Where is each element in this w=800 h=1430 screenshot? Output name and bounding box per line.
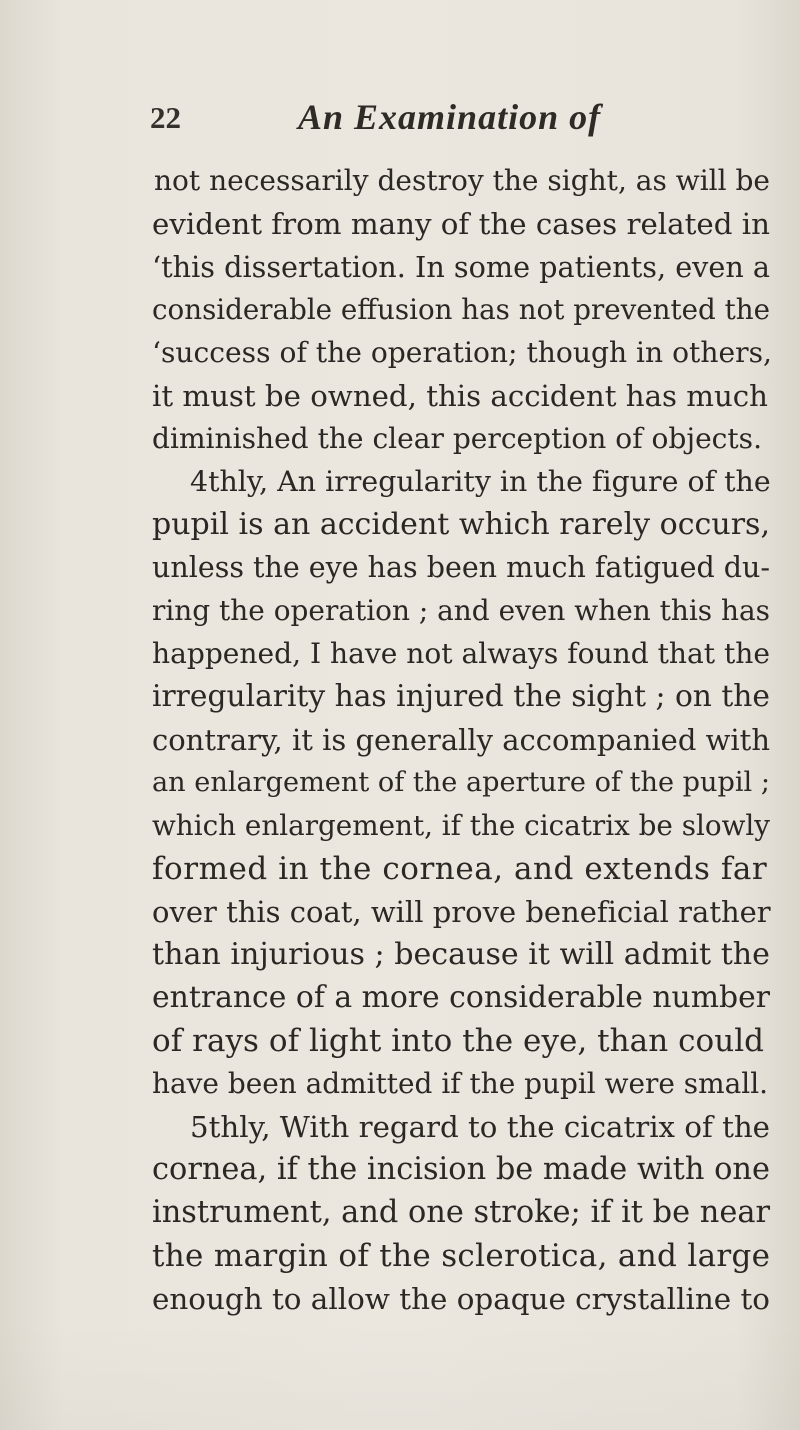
text-line: ‘success of the operation; though in others,: [152, 336, 772, 369]
text-line: it must be owned, this accident has much: [152, 379, 768, 413]
text-line: than injurious ; because it will admit the: [152, 937, 770, 972]
text-line: which enlargement, if the cicatrix be slowly: [152, 809, 770, 842]
text-line: ring the operation ; and even when this has: [152, 594, 771, 627]
text-line: contrary, it is generally accompanied with: [152, 723, 770, 757]
text-line: enough to allow the opaque crystalline to: [152, 1282, 770, 1316]
text-line: unless the eye has been much fatigued du-: [152, 551, 770, 584]
text-line: happened, I have not always found that the: [152, 637, 770, 670]
text-line: 4thly, An irregularity in the figure of the: [190, 465, 771, 498]
text-line: ‘this dissertation. In some patients, even a: [152, 250, 771, 284]
text-line: over this coat, will prove beneficial rather: [152, 895, 771, 929]
text-line: not necessarily destroy the sight, as will be: [154, 164, 771, 197]
text-line: pupil is an accident which rarely occurs,: [152, 507, 770, 542]
text-line: have been admitted if the pupil were small.: [152, 1067, 769, 1100]
text-line: the margin of the sclerotica, and large: [152, 1238, 771, 1274]
text-line: of rays of light into the eye, than could: [152, 1023, 765, 1059]
text-line: formed in the cornea, and extends far: [152, 851, 768, 887]
text-line: cornea, if the incision be made with one: [152, 1152, 770, 1187]
text-line: entrance of a more considerable number: [152, 980, 771, 1015]
text-line: 5thly, With regard to the cicatrix of the: [190, 1110, 770, 1144]
text-line: instrument, and one stroke; if it be near: [152, 1195, 771, 1230]
page-number: 22: [150, 100, 181, 135]
text-line: diminished the clear perception of objects.: [152, 422, 763, 455]
text-line: an enlargement of the aperture of the pupil ;: [152, 767, 770, 798]
text-line: considerable effusion has not prevented the: [152, 293, 771, 326]
running-title: An Examination of: [298, 97, 602, 137]
text-line: irregularity has injured the sight ; on the: [152, 679, 770, 714]
text-line: evident from many of the cases related in: [152, 207, 771, 241]
